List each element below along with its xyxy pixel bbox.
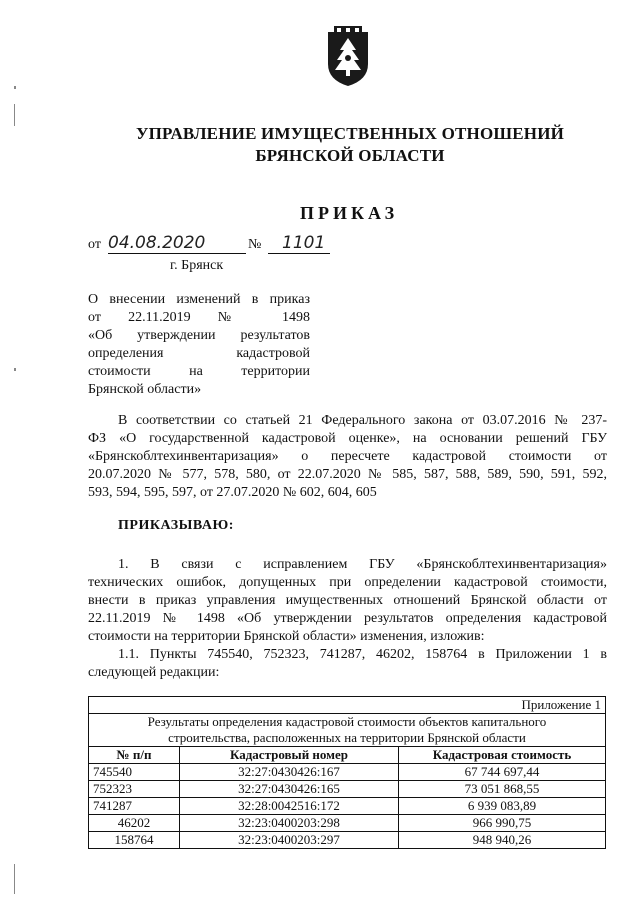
table-appendix-row [89, 697, 606, 714]
cadastral-value: 966 990,75 [399, 815, 606, 832]
preamble-line: ФЗ «О государственной кадастровой оценке», на основании решений ГБУ [88, 431, 607, 446]
scan-mark [14, 86, 16, 89]
cadastral-value: 948 940,26 [399, 832, 606, 849]
cadastral-value-table [88, 696, 606, 849]
table-caption-row [89, 714, 606, 747]
cadastral-number: 32:27:0430426:167 [180, 764, 399, 781]
cadastral-number: 32:23:0400203:297 [180, 832, 399, 849]
preamble-line: «Брянскоблтехинвентаризация» о пересчете кадастровой стоимости от [88, 449, 607, 464]
preamble-line: 593, 594, 595, 597, от 27.07.2020 № 602, 604, 605 [88, 485, 377, 500]
item-1-line: стоимости на территории Брянской области» изменения, изложив: [88, 629, 485, 644]
scan-mark [14, 368, 16, 371]
subject-line: «Об утверждении результатов [88, 328, 310, 343]
coat-of-arms-emblem [326, 26, 370, 88]
scan-mark [14, 864, 15, 894]
preamble-line: 20.07.2020 № 577, 578, 580, от 22.07.2020 № 585, 587, 588, 589, 590, 591, 592, [88, 467, 607, 482]
column-header-number: № п/п [89, 747, 180, 764]
city-name: г. Брянск [170, 258, 224, 273]
order-number-value: 1101 [282, 233, 326, 253]
table-row [89, 764, 606, 781]
cadastral-number: 32:28:0042516:172 [180, 798, 399, 815]
item-1-paragraph [88, 556, 607, 682]
order-subject [88, 291, 310, 399]
row-number: 158764 [89, 832, 180, 849]
table-header-row [89, 747, 606, 764]
column-header-cadastral-number: Кадастровый номер [180, 747, 399, 764]
date-prefix: от [88, 237, 101, 252]
preamble-line: В соответствии со статьей 21 Федерального закона от 03.07.2016 № 237- [118, 413, 607, 428]
item-1-line: 22.11.2019 № 1498 «Об утверждении результатов определения кадастровой [88, 611, 607, 626]
table-caption-line: строительства, расположенных на территории Брянской области [168, 730, 526, 745]
row-number: 752323 [89, 781, 180, 798]
subject-line: определения кадастровой [88, 346, 310, 361]
subject-line: стоимости на территории [88, 364, 310, 379]
subject-line: Брянской области» [88, 382, 202, 397]
scan-mark [14, 104, 15, 126]
appendix-label: Приложение 1 [89, 697, 606, 714]
preamble-paragraph [88, 412, 607, 502]
cadastral-value: 67 744 697,44 [399, 764, 606, 781]
subject-line: О внесении изменений в приказ [88, 292, 310, 307]
table-caption-line: Результаты определения кадастровой стоимости объектов капитального [147, 714, 547, 729]
table-row [89, 832, 606, 849]
item-1-line: внести в приказ управления имущественных отношений Брянской области от [88, 593, 607, 608]
cadastral-value: 6 939 083,89 [399, 798, 606, 815]
table-row [89, 781, 606, 798]
organization-name-line-2: БРЯНСКОЙ ОБЛАСТИ [255, 146, 445, 165]
organization-name-line-1: УПРАВЛЕНИЕ ИМУЩЕСТВЕННЫХ ОТНОШЕНИЙ [135, 124, 565, 143]
table-caption [89, 714, 606, 747]
row-number: 741287 [89, 798, 180, 815]
column-header-cadastral-value: Кадастровая стоимость [399, 747, 606, 764]
cadastral-number: 32:23:0400203:298 [180, 815, 399, 832]
order-directive-word: ПРИКАЗЫВАЮ: [118, 518, 234, 533]
item-1-1-line: следующей редакции: [88, 665, 220, 680]
cadastral-value: 73 051 868,55 [399, 781, 606, 798]
cadastral-number: 32:27:0430426:165 [180, 781, 399, 798]
document-type-title: ПРИКАЗ [300, 203, 399, 223]
table-row [89, 815, 606, 832]
item-1-1-line: 1.1. Пункты 745540, 752323, 741287, 46202, 158764 в Приложении 1 в [118, 647, 607, 662]
row-number: 46202 [89, 815, 180, 832]
order-date-field [108, 233, 246, 254]
item-1-line: 1. В связи с исправлением ГБУ «Брянскоблтехинвентаризация» [118, 557, 607, 572]
number-prefix: № [248, 237, 262, 252]
order-date-value: 04.08.2020 [108, 233, 206, 253]
order-number-field [268, 233, 330, 254]
subject-line: от 22.11.2019 № 1498 [88, 310, 310, 325]
table-row [89, 798, 606, 815]
item-1-line: технических ошибок, допущенных при определении кадастровой стоимости, [88, 575, 607, 590]
row-number: 745540 [89, 764, 180, 781]
